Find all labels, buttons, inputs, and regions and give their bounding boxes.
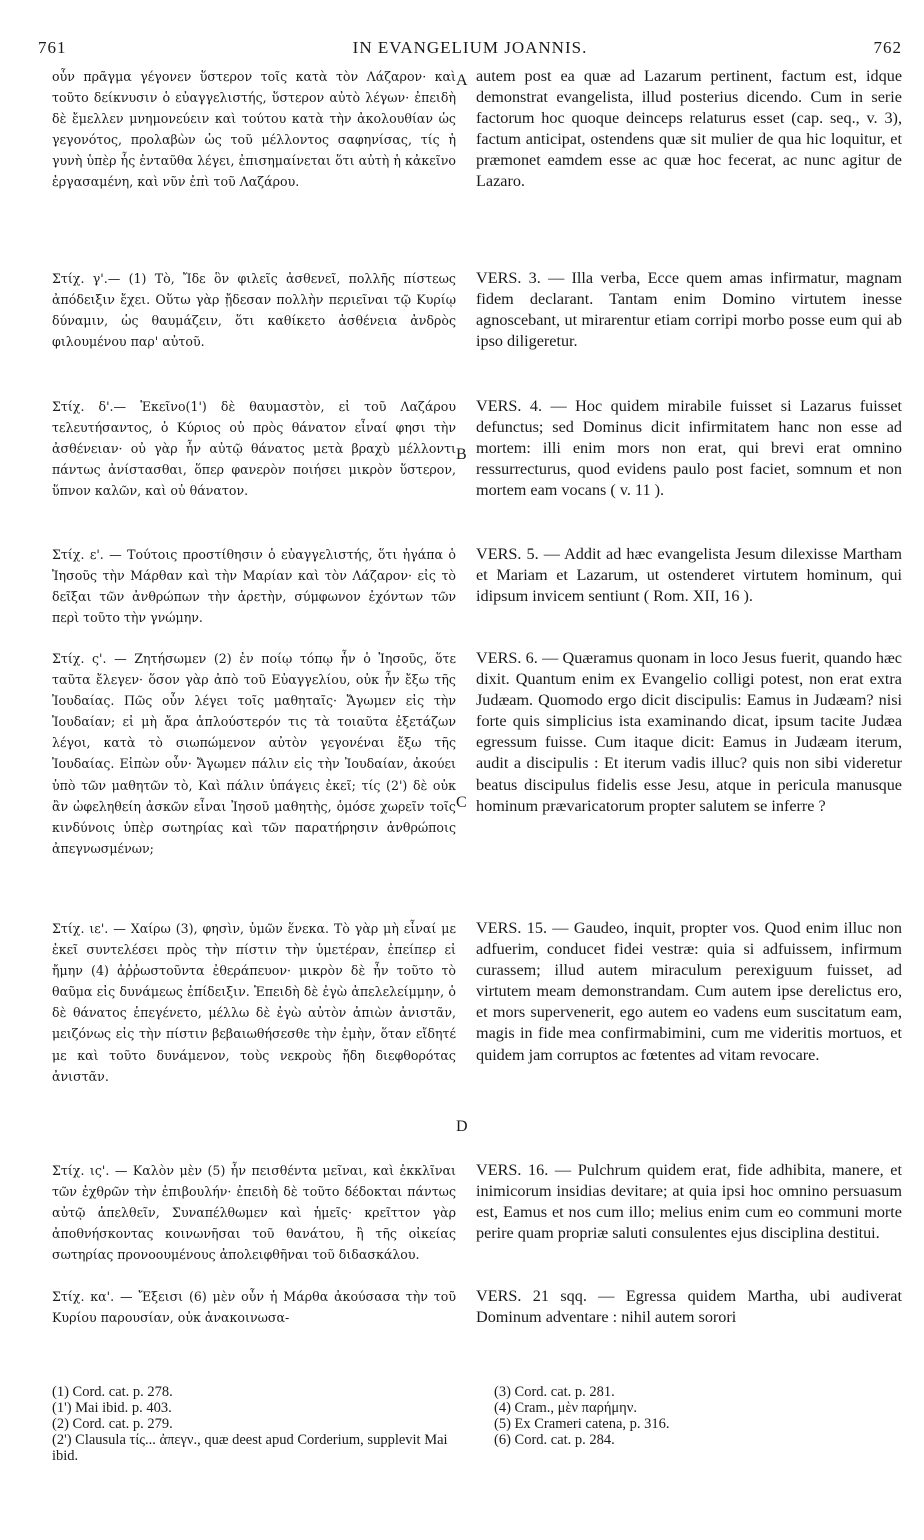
footnotes-right <box>494 1384 902 1448</box>
latin-paragraph: autem post ea quæ ad Lazarum pertinent, factum est, idque demonstrat evangelista, illud posterius dicendo. Cum in serie factorum hoc quoque deinceps relaturus esset (cap. seq., v. 3), factum anticipat, ostendens quæ sit mulier de qua hic loquitur, et præmonet eamdem esse ac quæ hoc fecerat, ac nunc agitur de Lazaro. <box>476 67 902 191</box>
margin-marker-b: B <box>456 446 467 463</box>
page-number-right: 762 <box>873 38 902 57</box>
latin-paragraph: VERS. 5. — Addit ad hæc evangelista Jesum dilexisse Martham et Mariam et Lazarum, ut ostenderet virtutem hominum, qui idipsum invicem sentiunt ( Rom. XII, 16 ). <box>476 545 902 606</box>
greek-paragraph: Στίχ. κα'. — Ἔξεισι (6) μὲν οὖν ἡ Μάρθα ἀκούσασα τὴν τοῦ Κυρίου παρουσίαν, οὐκ ἀνακοινωσα- <box>52 1289 456 1326</box>
greek-paragraph: Στίχ. ις'. — Καλὸν μὲν (5) ἦν πεισθέντα μεῖναι, καὶ ἐκκλῖναι τῶν ἐχθρῶν τὴν ἐπιβουλήν· ἐπειδὴ δὲ τοῦτο δέδοκται πάντως αὐτῷ ἀπελθεῖν, Συναπέλθωμεν καὶ ἡμεῖς· κρεῖττον γὰρ ἀποθνήσκοντας κοινωνῆσαι τοῦ θανάτου, ἢ τῆς οἰκείας σωτηρίας προνοουμένους ἀπολειφθῆναι τοῦ διδασκάλου. <box>52 1163 456 1263</box>
greek-paragraph: οὖν πρᾶγμα γέγονεν ὕστερον τοῖς κατὰ τὸν Λάζαρον· καὶ τοῦτο δείκνυσιν ὁ εὐαγγελιστής, ὕστερον αὐτὸ λέγων· ἐπειδὴ δὲ ἔμελλεν μνημονεύειν καὶ τούτου κατὰ τὴν ἀκολουθίαν ὡς γεγονότος, προλαβὼν ὡς τοῦ μέλλοντος σαφηνίσας, τίς ἡ γυνὴ ὑπὲρ ἧς ἐνταῦθα λέγει, ἐπισημαίνεται ὅτι αὐτὴ ἡ κἀκεῖνο ἐργασαμένη, καὶ νῦν ἐπὶ τοῦ Λαζάρου. <box>52 69 456 190</box>
latin-paragraph: VERS. 15. — Gaudeo, inquit, propter vos. Quod enim illuc non adfuerim, conducet fidei vestræ: quia si adfuissem, infirmum curassem; illud autem miraculum perexiguum fuisset, ad virtutem meam demonstrandam. Cum autem ipse derelictus ero, et mors supervenerit, ego autem eo vadens eum suscitatum eam, magis in fide mea confirmabimini, cum me videritis mortuos, et quidem jam corruptos ac fœtentes ad vitam revocare. <box>476 919 902 1064</box>
greek-paragraph: Στίχ. γ'.— (1) Τὸ, Ἴδε ὃν φιλεῖς ἀσθενεῖ, πολλῆς πίστεως ἀπόδειξιν ἔχει. Οὕτω γὰρ ᾔδεσαν πολλὴν περιεῖναι τῷ Κυρίῳ δύναμιν, ὡς θαυμάζειν, ὅτι καθίκετο ἀσθένεια ἀνδρὸς φιλουμένου παρ' αὐτοῦ. <box>52 271 456 350</box>
latin-paragraph: VERS. 21 sqq. — Egressa quidem Martha, ubi audiverat Dominum adventare : nihil autem sorori <box>476 1287 902 1327</box>
latin-paragraph: VERS. 3. — Illa verba, Ecce quem amas infirmatur, magnam fidem declarant. Tantam enim Domino virtutem inesse agnoscebant, ut mirarentur etiam corripi morbo posse eum qui ab ipso diligeretur. <box>476 269 902 351</box>
greek-paragraph: Στίχ. ς'. — Ζητήσωμεν (2) ἐν ποίῳ τόπῳ ἦν ὁ Ἰησοῦς, ὅτε ταῦτα ἔλεγεν· ὅσον γὰρ ἀπὸ τοῦ Εὐαγγελίου, οὐκ ἦν ἔξω τῆς Ἰουδαίας. Πῶς οὖν λέγει τοῖς μαθηταῖς· Ἄγωμεν εἰς τὴν Ἰουδαίαν; εἰ μὴ ἄρα ἁπλούστερόν τις τὰ τοιαῦτα ἐξετάζων λέγοι, κατὰ τὸ σιωπώμενον αὐτὸν γεγονέναι ἔξω τῆς Ἰουδαίας. Εἰπὼν οὖν· Ἄγωμεν πάλιν εἰς τὴν Ἰουδαίαν, ἀκούει ὑπὸ τῶν μαθητῶν τὸ, Καὶ πάλιν ὑπάγεις ἐκεῖ; τίς (2') δὲ οὐκ ἂν ὠφεληθείη ἀσκῶν εἶναι Ἰησοῦ μαθητὴς, ὁμόσε χωρεῖν τοῖς κινδύνοις ὑπὲρ σωτηρίας καὶ τῶν παρατήρησιν ἀνθρώποις ἀπεγνωσμένων; <box>52 651 456 856</box>
footnote: (6) Cord. cat. p. 284. <box>494 1432 615 1448</box>
footnote: (2) Cord. cat. p. 279. <box>52 1416 173 1432</box>
footnotes-left <box>52 1384 456 1464</box>
latin-paragraph: VERS. 16. — Pulchrum quidem erat, fide adhibita, manere, et inimicorum insidias devitare; at quia ipsi hoc omnino persuasum est, Eamus et nos cum illo; melius enim cum eo communi morte perire quam propriæ saluti consulentes ejus disciplina destitui. <box>476 1161 902 1243</box>
greek-paragraph: Στίχ. ε'. — Τούτοις προστίθησιν ὁ εὐαγγελιστής, ὅτι ἠγάπα ὁ Ἰησοῦς τὴν Μάρθαν καὶ τὴν Μαρίαν καὶ τὸν Λάζαρον· εἰς τὸ δεῖξαι τῶν ἀνθρώπων τὴν ἀρετὴν, σύμφωνον ἐχόντων τῶν περὶ τοῦτο τὴν γνώμην. <box>52 547 456 626</box>
margin-marker-d: D <box>456 1118 468 1135</box>
latin-paragraph: VERS. 6. — Quæramus quonam in loco Jesus fuerit, quando hæc dixit. Quantum enim ex Evangelio colligi potest, non erat extra Judæam. Quomodo ergo dicit discipulis: Eamus in Judæam? nisi forte quis simplicius ista examinando dicat, ipsum tacite Judæa egressum fuisse. Cum itaque dicit: Eamus in Judæam iterum, audit a discipulis : Et iterum vadis illuc? quis non sibi videretur beatus discipulus fidelis esse Jesu, atque in pericula manusque hominum prævaricatorum propter salutem se inferre ? <box>476 649 902 815</box>
greek-paragraph: Στίχ. ιε'. — Χαίρω (3), φησὶν, ὑμῶν ἕνεκα. Τὸ γὰρ μὴ εἶναί με ἐκεῖ συντελέσει πρὸς τὴν πίστιν τὴν ὑμετέραν, ἐπείπερ εἰ ἤμην (4) ἀῤῥωστοῦντα ἐθεράπευον· μικρὸν δὲ ἦν τοῦτο τὸ θαῦμα εἰς δυνάμεως ἐπίδειξιν. Ἐπειδὴ δὲ ἐγὼ ἀπελελείμμην, ὁ δὲ θάνατος ἐπεγένετο, μέλλω δὲ ἐγὼ αὐτὸν ἀπιὼν ἀνιστᾶν, μειζόνως εἰς τὴν πίστιν βεβαιωθήσεσθε τὴν ἐμὴν, ὅταν εἴδητέ με καὶ τοῦτο δυνάμενον, τοὺς νεκροὺς ἤδη διεφθορότας ἀνιστᾶν. <box>52 921 456 1084</box>
greek-paragraph: Στίχ. δ'.— Ἐκεῖνο(1') δὲ θαυμαστὸν, εἰ τοῦ Λαζάρου τελευτήσαντος, ὁ Κύριος οὐ πρὸς θάνατον εἶναί φησι τὴν ἀσθένειαν· οὐ γὰρ ἦν αὐτῷ θάνατος μετὰ βραχὺ μέλλοντι πάντως ἀνίστασθαι, ὅπερ φανερὸν ποιήσει μικρὸν ὕστερον, ὕπνον καλῶν, καὶ οὐ θάνατον. <box>52 399 456 499</box>
footnote: (3) Cord. cat. p. 281. <box>494 1384 615 1400</box>
running-title: IN EVANGELIUM JOANNIS. <box>352 38 588 57</box>
footnote: (1) Cord. cat. p. 278. <box>52 1384 173 1400</box>
footnote: (4) Cram., μὲν παρήμην. <box>494 1400 637 1416</box>
margin-marker-c: C <box>456 794 467 811</box>
latin-paragraph: VERS. 4. — Hoc quidem mirabile fuisset si Lazarus fuisset defunctus; sed Dominus dicit infirmitatem hanc non esse ad mortem: illi enim mors non erat, qui brevi erat omnino ressurrecturus, quod evidens paulo post faciet, somnum et non mortem eam vocans ( v. 11 ). <box>476 397 902 500</box>
footnote: (5) Ex Crameri catena, p. 316. <box>494 1416 670 1432</box>
footnote: (1') Mai ibid. p. 403. <box>52 1400 172 1416</box>
page-header <box>38 38 902 60</box>
footnote: (2') Clausula τίς... ἀπεγν., quæ deest apud Corderium, supplevit Mai ibid. <box>52 1432 448 1464</box>
margin-marker-a: A <box>456 72 468 89</box>
page-number-left: 761 <box>38 38 67 57</box>
